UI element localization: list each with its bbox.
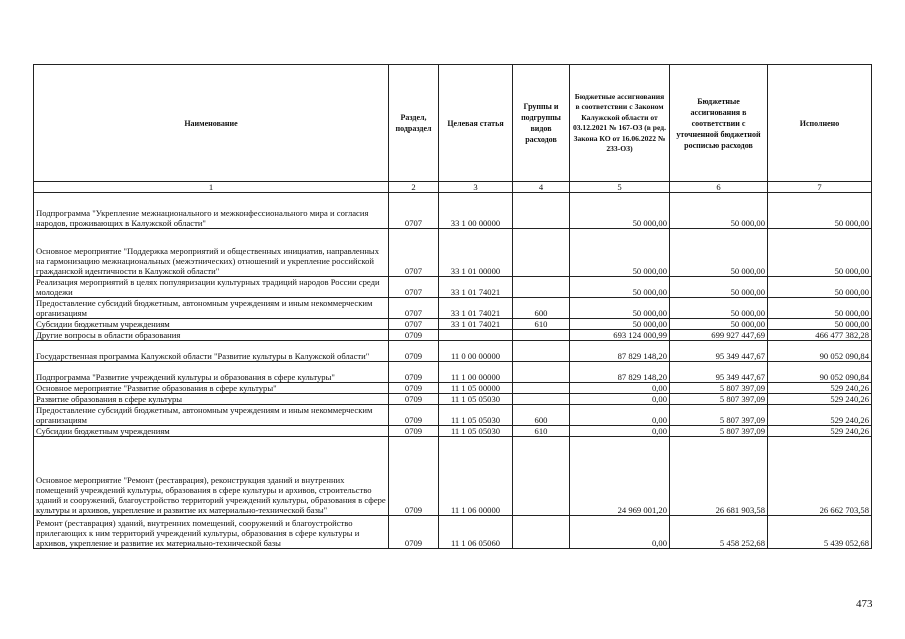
table-row	[34, 229, 872, 277]
row-target: 33 1 01 74021	[439, 319, 513, 330]
row-group	[513, 394, 570, 405]
row-name: Реализация мероприятий в целях популяризации культурных традиций народов России среди молодежи	[34, 277, 389, 298]
column-number: 4	[513, 182, 570, 193]
column-number: 1	[34, 182, 389, 193]
row-refined-amount: 5 458 252,68	[670, 516, 768, 549]
row-group	[513, 383, 570, 394]
row-name: Основное мероприятие "Поддержка мероприятий и общественных инициатив, направленных на гармонизацию межнациональных (межэтнических) отношений и укрепление российской гражданской идентичности в Калужской области"	[34, 229, 389, 277]
column-number: 2	[389, 182, 439, 193]
row-section: 0709	[389, 330, 439, 341]
row-target: 11 1 06 05060	[439, 516, 513, 549]
row-refined-amount: 95 349 447,67	[670, 362, 768, 383]
row-executed-amount: 90 052 090,84	[768, 341, 872, 362]
row-name: Предоставление субсидий бюджетным, автономным учреждениям и иным некоммерческим организациям	[34, 405, 389, 426]
row-name: Другие вопросы в области образования	[34, 330, 389, 341]
row-group: 610	[513, 319, 570, 330]
row-group	[513, 330, 570, 341]
row-executed-amount: 90 052 090,84	[768, 362, 872, 383]
row-name: Субсидии бюджетным учреждениям	[34, 426, 389, 437]
row-group	[513, 193, 570, 229]
row-law-amount: 87 829 148,20	[570, 341, 670, 362]
row-target: 11 1 05 05030	[439, 426, 513, 437]
row-law-amount: 50 000,00	[570, 298, 670, 319]
header-groups: Группы и подгруппы видов расходов	[513, 65, 570, 182]
row-section: 0709	[389, 426, 439, 437]
row-group: 600	[513, 405, 570, 426]
row-name: Предоставление субсидий бюджетным, автономным учреждениям и иным некоммерческим организациям	[34, 298, 389, 319]
row-name: Основное мероприятие "Ремонт (реставрация), реконструкция зданий и внутренних помещений учреждений культуры, образования в сфере культуры и архивов, строительство зданий и сооружений, благоустройство территорий учреждений культуры, образования в сфере культуры и архивов, укрепление и развитие их материально-технической базы"	[34, 437, 389, 516]
row-section: 0709	[389, 383, 439, 394]
table-row	[34, 516, 872, 549]
row-refined-amount: 50 000,00	[670, 319, 768, 330]
row-name: Ремонт (реставрация) зданий, внутренних помещений, сооружений и благоустройство прилегающих к ним территорий учреждений культуры, образования в сфере культуры и архивов, укрепление и развитие их материально-технической базы	[34, 516, 389, 549]
row-group	[513, 362, 570, 383]
row-refined-amount: 26 681 903,58	[670, 437, 768, 516]
table-row	[34, 193, 872, 229]
row-executed-amount: 466 477 382,28	[768, 330, 872, 341]
column-number: 6	[670, 182, 768, 193]
row-refined-amount: 50 000,00	[670, 277, 768, 298]
row-section: 0707	[389, 319, 439, 330]
row-group: 610	[513, 426, 570, 437]
row-name: Основное мероприятие "Развитие образования в сфере культуры"	[34, 383, 389, 394]
row-law-amount: 87 829 148,20	[570, 362, 670, 383]
row-group	[513, 516, 570, 549]
header-section: Раздел, подраздел	[389, 65, 439, 182]
row-target: 33 1 01 00000	[439, 229, 513, 277]
row-executed-amount: 529 240,26	[768, 405, 872, 426]
header-name: Наименование	[34, 65, 389, 182]
column-number: 7	[768, 182, 872, 193]
row-executed-amount: 529 240,26	[768, 383, 872, 394]
page-number: 473	[856, 598, 873, 610]
row-target: 33 1 00 00000	[439, 193, 513, 229]
row-executed-amount: 50 000,00	[768, 193, 872, 229]
row-law-amount: 693 124 000,99	[570, 330, 670, 341]
table-body	[34, 193, 872, 549]
row-section: 0709	[389, 437, 439, 516]
row-group	[513, 229, 570, 277]
row-refined-amount: 5 807 397,09	[670, 405, 768, 426]
row-section: 0709	[389, 394, 439, 405]
row-law-amount: 50 000,00	[570, 277, 670, 298]
table-row	[34, 277, 872, 298]
budget-execution-table	[33, 64, 872, 549]
table-row	[34, 394, 872, 405]
row-section: 0707	[389, 193, 439, 229]
row-executed-amount: 50 000,00	[768, 319, 872, 330]
row-refined-amount: 95 349 447,67	[670, 341, 768, 362]
row-executed-amount: 529 240,26	[768, 426, 872, 437]
row-target: 33 1 01 74021	[439, 298, 513, 319]
row-refined-amount: 50 000,00	[670, 229, 768, 277]
row-law-amount: 24 969 001,20	[570, 437, 670, 516]
table-row	[34, 437, 872, 516]
table-row	[34, 341, 872, 362]
row-law-amount: 50 000,00	[570, 229, 670, 277]
row-name: Развитие образования в сфере культуры	[34, 394, 389, 405]
row-target	[439, 330, 513, 341]
row-group	[513, 341, 570, 362]
table-row	[34, 362, 872, 383]
row-section: 0707	[389, 298, 439, 319]
row-refined-amount: 5 807 397,09	[670, 426, 768, 437]
row-name: Подпрограмма "Укрепление межнационального и межконфессионального мира и согласия народов, проживающих в Калужской области"	[34, 193, 389, 229]
header-target: Целевая статья	[439, 65, 513, 182]
row-section: 0709	[389, 362, 439, 383]
row-name: Государственная программа Калужской области "Развитие культуры в Калужской области"	[34, 341, 389, 362]
row-target: 11 1 05 05030	[439, 394, 513, 405]
row-section: 0707	[389, 229, 439, 277]
column-number: 5	[570, 182, 670, 193]
row-target: 11 1 05 05030	[439, 405, 513, 426]
table-header-row	[34, 65, 872, 182]
row-law-amount: 50 000,00	[570, 319, 670, 330]
table-row	[34, 405, 872, 426]
row-executed-amount: 50 000,00	[768, 298, 872, 319]
table-row	[34, 298, 872, 319]
row-target: 11 0 00 00000	[439, 341, 513, 362]
row-refined-amount: 50 000,00	[670, 298, 768, 319]
row-law-amount: 0,00	[570, 394, 670, 405]
row-refined-amount: 5 807 397,09	[670, 394, 768, 405]
header-executed: Исполнено	[768, 65, 872, 182]
row-executed-amount: 50 000,00	[768, 229, 872, 277]
row-executed-amount: 26 662 703,58	[768, 437, 872, 516]
row-section: 0707	[389, 277, 439, 298]
row-law-amount: 0,00	[570, 405, 670, 426]
row-refined-amount: 699 927 447,69	[670, 330, 768, 341]
row-group: 600	[513, 298, 570, 319]
row-target: 33 1 01 74021	[439, 277, 513, 298]
row-section: 0709	[389, 341, 439, 362]
row-name: Субсидии бюджетным учреждениям	[34, 319, 389, 330]
table-row	[34, 319, 872, 330]
row-target: 11 1 00 00000	[439, 362, 513, 383]
row-law-amount: 0,00	[570, 516, 670, 549]
row-refined-amount: 5 807 397,09	[670, 383, 768, 394]
row-law-amount: 0,00	[570, 383, 670, 394]
table-row	[34, 383, 872, 394]
column-number-row	[34, 182, 872, 193]
table-row	[34, 426, 872, 437]
table-row	[34, 330, 872, 341]
header-refined-assignments: Бюджетные ассигнования в соответствии с уточненной бюджетной росписью расходов	[670, 65, 768, 182]
row-executed-amount: 529 240,26	[768, 394, 872, 405]
row-target: 11 1 06 00000	[439, 437, 513, 516]
row-group	[513, 277, 570, 298]
row-name: Подпрограмма "Развитие учреждений культуры и образования в сфере культуры"	[34, 362, 389, 383]
column-number: 3	[439, 182, 513, 193]
row-group	[513, 437, 570, 516]
row-refined-amount: 50 000,00	[670, 193, 768, 229]
row-law-amount: 50 000,00	[570, 193, 670, 229]
row-target: 11 1 05 00000	[439, 383, 513, 394]
row-section: 0709	[389, 516, 439, 549]
row-section: 0709	[389, 405, 439, 426]
row-executed-amount: 50 000,00	[768, 277, 872, 298]
row-law-amount: 0,00	[570, 426, 670, 437]
header-law-assignments: Бюджетные ассигнования в соответствии с Законом Калужской области от 03.12.2021 № 167-ОЗ (в ред. Закона КО от 16.06.2022 № 233-ОЗ)	[570, 65, 670, 182]
row-executed-amount: 5 439 052,68	[768, 516, 872, 549]
